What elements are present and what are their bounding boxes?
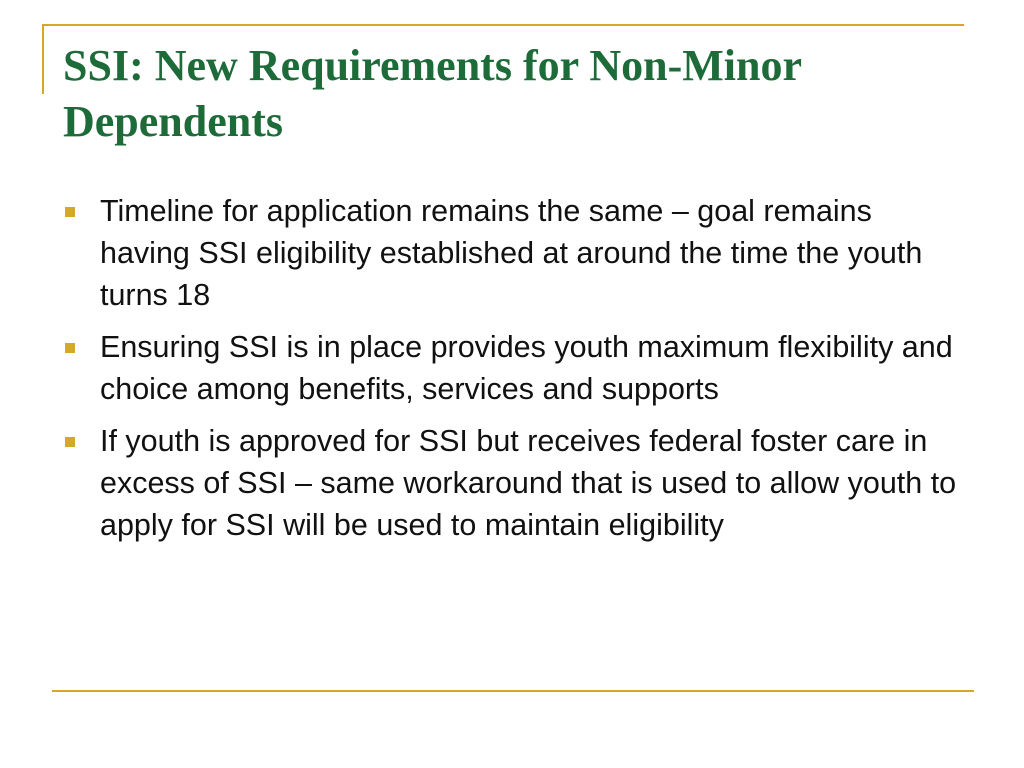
bullet-text: If youth is approved for SSI but receives federal foster care in excess of SSI – same workaround that is used to allow youth to apply for SSI will be used to maintain eligibility xyxy=(100,424,957,542)
bottom-divider-line xyxy=(52,690,974,692)
square-bullet-icon xyxy=(65,437,75,447)
bullet-item xyxy=(62,190,967,316)
slide-title: SSI: New Requirements for Non-Minor Dependents xyxy=(63,41,802,146)
square-bullet-icon xyxy=(65,343,75,353)
left-accent-line xyxy=(42,24,44,94)
bullet-text: Timeline for application remains the same – goal remains having SSI eligibility established at around the time the youth turns 18 xyxy=(100,194,923,312)
bullet-item xyxy=(62,326,967,410)
bullet-list xyxy=(62,190,967,556)
bullet-text: Ensuring SSI is in place provides youth maximum flexibility and choice among benefits, services and supports xyxy=(100,330,953,406)
bullet-item xyxy=(62,420,967,546)
square-bullet-icon xyxy=(65,207,75,217)
top-divider-line xyxy=(42,24,964,26)
